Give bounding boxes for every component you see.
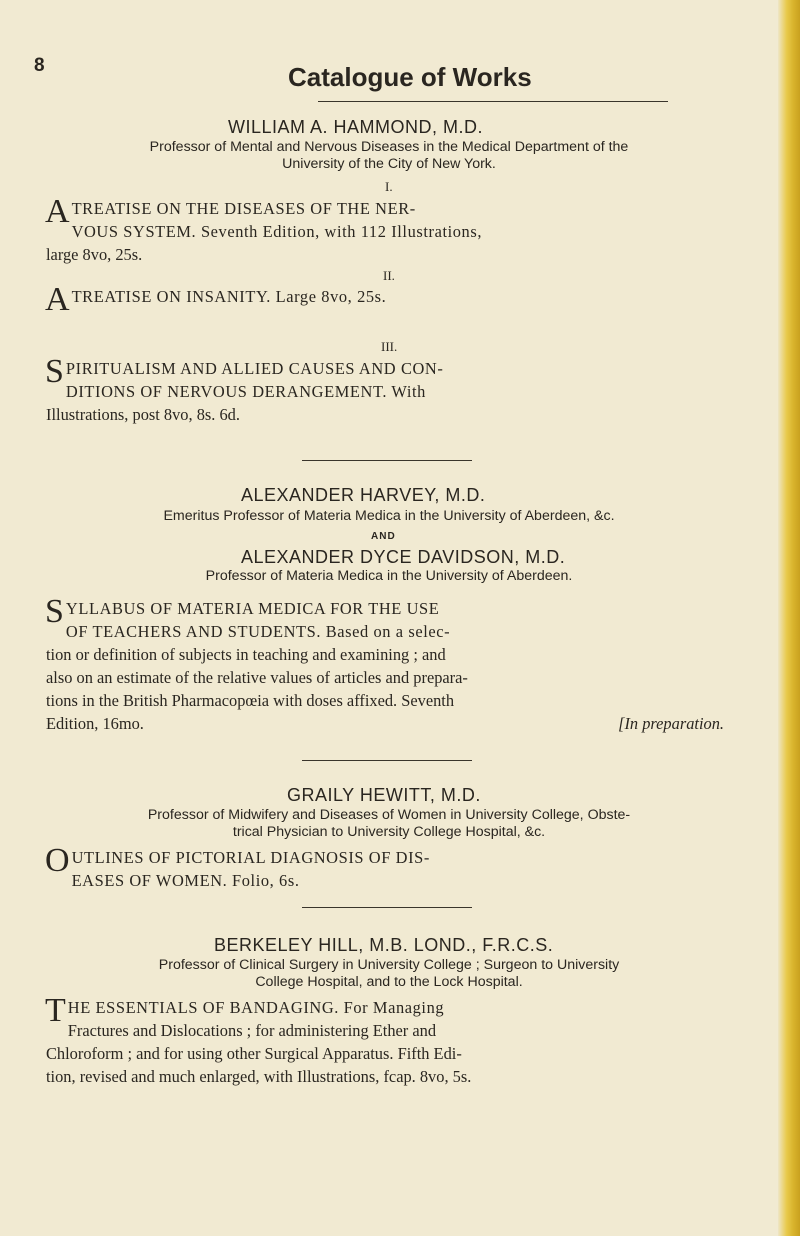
entry-line: tion or definition of subjects in teaching and examining ; and: [46, 645, 446, 664]
author-name: GRAILY HEWITT, M.D.: [287, 785, 481, 805]
work-numeral: III.: [381, 339, 398, 354]
drop-initial: S: [45, 593, 64, 630]
entry-line: TREATISE ON INSANITY. Large 8vo, 25s.: [71, 287, 387, 306]
entry-line: UTLINES OF PICTORIAL DIAGNOSIS OF DIS-: [71, 848, 430, 867]
author-credit: Professor of Mental and Nervous Diseases in the Medical Department of the: [149, 139, 629, 155]
catalogue-entry: [45, 842, 716, 892]
author-name: ALEXANDER DYCE DAVIDSON, M.D.: [241, 547, 566, 567]
entry-line: TREATISE ON THE DISEASES OF THE NER-: [71, 199, 416, 218]
entry-line: DITIONS OF NERVOUS DERANGEMENT. With: [65, 382, 426, 401]
author-name: BERKELEY HILL, M.B. LOND., F.R.C.S.: [214, 935, 554, 955]
author-credit: Professor of Materia Medica in the University of Aberdeen.: [205, 568, 573, 584]
catalogue-entry: [45, 281, 716, 318]
header-rule: [318, 101, 668, 102]
preparation-note: [In preparation.: [618, 714, 724, 733]
entry-line: EASES OF WOMEN. Folio, 6s.: [71, 871, 300, 890]
author-credit: trical Physician to University College Hospital, &c.: [232, 824, 546, 840]
entry-line: also on an estimate of the relative values of articles and prepara-: [46, 668, 468, 687]
entry-line: OF TEACHERS AND STUDENTS. Based on a selec-: [65, 622, 451, 641]
catalogue-entry: [45, 593, 724, 735]
section-divider: [302, 760, 472, 761]
author-credit: Emeritus Professor of Materia Medica in the University of Aberdeen, &c.: [163, 508, 615, 524]
entry-line: Chloroform ; and for using other Surgical Apparatus. Fifth Edi-: [46, 1044, 462, 1063]
author-credit: College Hospital, and to the Lock Hospital.: [255, 974, 523, 990]
entry-line: Illustrations, post 8vo, 8s. 6d.: [46, 405, 240, 424]
running-head: Catalogue of Works: [288, 62, 532, 92]
author-name: WILLIAM A. HAMMOND, M.D.: [228, 117, 484, 137]
section-divider: [302, 460, 472, 461]
author-name: ALEXANDER HARVEY, M.D.: [241, 485, 486, 505]
entry-line: Edition, 16mo.: [46, 714, 144, 733]
drop-initial: A: [45, 193, 70, 230]
entry-line: VOUS SYSTEM. Seventh Edition, with 112 Illustrations,: [71, 222, 483, 241]
catalogue-entry: [45, 353, 716, 426]
author-credit: University of the City of New York.: [282, 156, 496, 172]
entry-line: large 8vo, 25s.: [46, 245, 143, 264]
entry-line: tions in the British Pharmacopœia with doses affixed. Seventh: [46, 691, 455, 710]
drop-initial: T: [45, 992, 66, 1029]
work-numeral: II.: [383, 268, 395, 283]
section-divider: [302, 907, 472, 908]
entry-line: HE ESSENTIALS OF BANDAGING. For Managing: [67, 998, 445, 1017]
author-credit: Professor of Midwifery and Diseases of Women in University College, Obste-: [147, 807, 631, 823]
drop-initial: S: [45, 353, 64, 390]
entry-line: PIRITUALISM AND ALLIED CAUSES AND CON-: [65, 359, 444, 378]
entry-line: tion, revised and much enlarged, with Illustrations, fcap. 8vo, 5s.: [46, 1067, 472, 1086]
catalogue-entry: [45, 193, 716, 266]
entry-line: YLLABUS OF MATERIA MEDICA FOR THE USE: [65, 599, 440, 618]
catalogue-entry: [45, 992, 716, 1088]
work-numeral: I.: [385, 179, 393, 194]
page-number: 8: [34, 55, 45, 76]
drop-initial: O: [45, 842, 70, 879]
entry-line: Fractures and Dislocations ; for administering Ether and: [67, 1021, 437, 1040]
and-label: AND: [371, 531, 396, 542]
author-credit: Professor of Clinical Surgery in University College ; Surgeon to University: [158, 957, 620, 973]
drop-initial: A: [45, 281, 70, 318]
gilt-page-edge: [778, 0, 800, 1236]
